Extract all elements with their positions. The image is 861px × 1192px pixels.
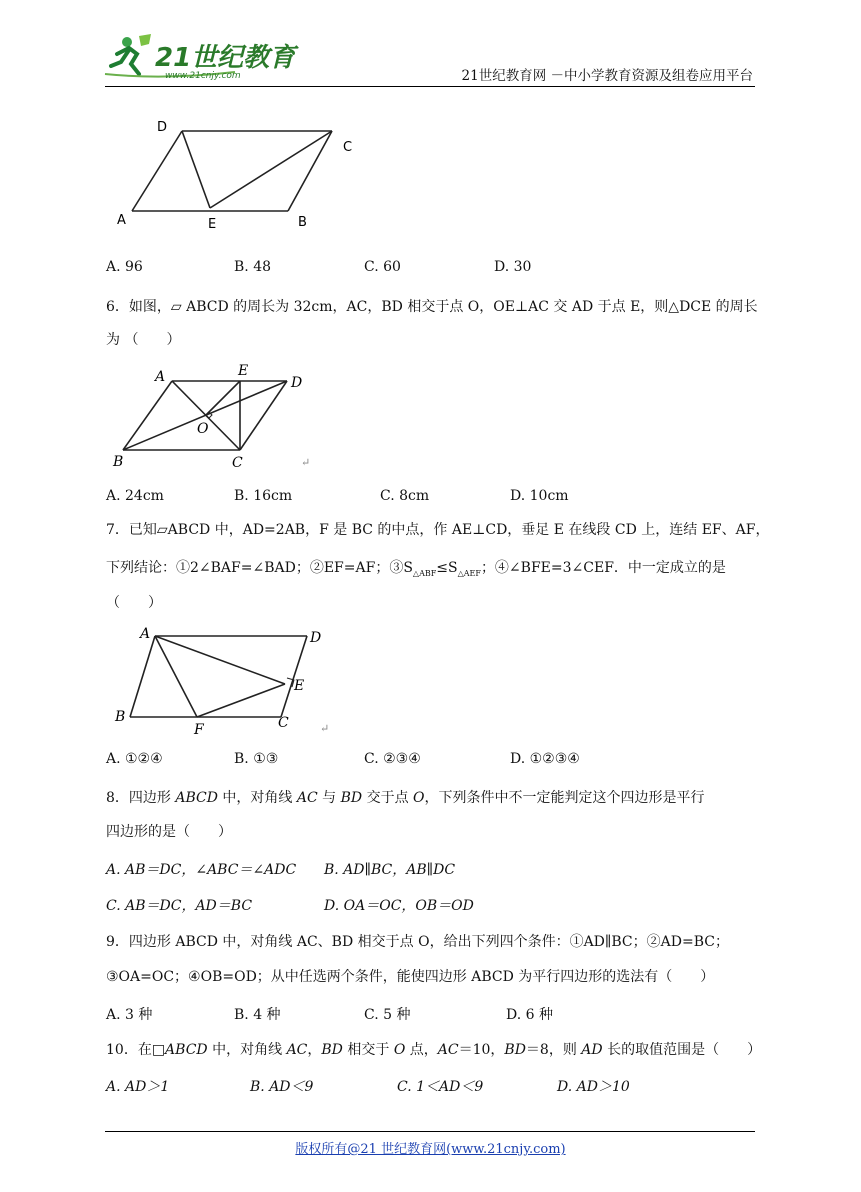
q5-option-b[interactable]: B. 48 xyxy=(234,259,272,275)
q5-option-a[interactable]: A. 96 xyxy=(106,259,143,275)
q10-option-a[interactable]: A. AD＞1 xyxy=(106,1079,170,1095)
q10-stem: 10．在□ABCD 中，对角线 AC，BD 相交于 O 点，AC＝10，BD＝8，则 AD 长的取值范围是（ ） xyxy=(106,1042,762,1058)
q6-stem-line1: 6．如图，▱ ABCD 的周长为 32cm，AC，BD 相交于点 O，OE⊥AC 交 AD 于点 E，则△DCE 的周长 xyxy=(106,299,758,315)
fig5-label-d: D xyxy=(157,120,168,135)
q6-stem-line2: 为 （ ） xyxy=(106,332,181,348)
logo-url: www.21cnjy.com xyxy=(165,71,241,81)
fig5-label-e: E xyxy=(208,217,217,232)
q7-option-a[interactable]: A. ①②④ xyxy=(106,751,163,767)
q7-figure xyxy=(110,622,350,737)
q7-stem-line2: 下列结论：①2∠BAF=∠BAD；②EF=AF；$③S_{\triangle ABF}\le S_{\triangle AEF}$；④∠BFE=3∠CEF．中一定成立的是 xyxy=(106,560,726,578)
q7-option-c[interactable]: C. ②③④ xyxy=(364,751,421,767)
fig7-label-d: D xyxy=(310,630,322,646)
q10-option-b[interactable]: B. AD＜9 xyxy=(250,1079,314,1095)
header-divider xyxy=(105,86,755,87)
q9-stem-line2: ③OA=OC；④OB=OD；从中任选两个条件，能使四边形 ABCD 为平行四边形的选法有（ ） xyxy=(106,969,715,985)
q6-option-b[interactable]: B. 16cm xyxy=(234,488,293,504)
site-logo[interactable] xyxy=(105,30,296,82)
fig7-label-c: C xyxy=(278,715,289,731)
q7-option-d[interactable]: D. ①②③④ xyxy=(510,751,580,767)
q9-option-b[interactable]: B. 4 种 xyxy=(234,1007,281,1023)
q6-option-c[interactable]: C. 8cm xyxy=(380,488,430,504)
q7-option-b[interactable]: B. ①③ xyxy=(234,751,279,767)
fig7-label-f: F xyxy=(194,722,204,738)
q5-option-d[interactable]: D. 30 xyxy=(494,259,532,275)
fig5-label-b: B xyxy=(298,215,307,230)
runner-logo-icon xyxy=(105,30,296,82)
fig5-label-a: A xyxy=(117,213,126,228)
q6-option-a[interactable]: A. 24cm xyxy=(106,488,164,504)
fig6-return-mark: ↵ xyxy=(301,456,311,469)
q10-option-c[interactable]: C. 1＜AD＜9 xyxy=(397,1079,484,1095)
q5-option-c[interactable]: C. 60 xyxy=(364,259,401,275)
fig6-label-e: E xyxy=(238,363,249,379)
q10-option-d[interactable]: D. AD＞10 xyxy=(557,1079,630,1095)
q9-option-d[interactable]: D. 6 种 xyxy=(506,1007,553,1023)
q8-stem-line1: 8．四边形 ABCD 中，对角线 AC 与 BD 交于点 O，下列条件中不一定能判定这个四边形是平行 xyxy=(106,790,705,806)
footer-copyright-link[interactable]: 版权所有@21 世纪教育网(www.21cnjy.com) xyxy=(295,1142,566,1157)
q9-option-a[interactable]: A. 3 种 xyxy=(106,1007,153,1023)
q9-stem-line1: 9．四边形 ABCD 中，对角线 AC、BD 相交于点 O，给出下列四个条件：①AD∥BC；②AD=BC； xyxy=(106,934,729,950)
fig7-return-mark: ↵ xyxy=(320,722,330,735)
q6-figure xyxy=(105,360,325,472)
q9-option-c[interactable]: C. 5 种 xyxy=(364,1007,411,1023)
q8-option-a[interactable]: A. AB＝DC，∠ABC＝∠ADC xyxy=(106,862,297,878)
q8-option-c[interactable]: C. AB＝DC，AD＝BC xyxy=(106,898,253,914)
header-tagline: 21世纪教育网 －中小学教育资源及组卷应用平台 xyxy=(461,68,753,84)
fig7-label-e: E xyxy=(294,678,305,694)
fig7-label-b: B xyxy=(115,709,126,725)
q5-figure xyxy=(110,112,370,237)
fig6-label-c: C xyxy=(232,455,243,471)
q8-stem-line2: 四边形的是（ ） xyxy=(106,824,232,840)
logo-text: 21世纪教育 xyxy=(155,43,296,73)
fig6-label-a: A xyxy=(155,369,166,385)
q8-option-d[interactable]: D. OA＝OC，OB＝OD xyxy=(324,898,474,914)
q6-option-d[interactable]: D. 10cm xyxy=(510,488,569,504)
fig6-label-o: O xyxy=(197,421,209,437)
q7-stem-line1: 7．已知▱ABCD 中，AD=2AB，F 是 BC 的中点，作 AE⊥CD，垂足 E 在线段 CD 上，连结 EF、AF， xyxy=(106,522,770,538)
fig7-label-a: A xyxy=(140,626,151,642)
fig5-label-c: C xyxy=(343,140,353,155)
q8-option-b[interactable]: B. AD∥BC，AB∥DC xyxy=(324,862,456,878)
footer-divider xyxy=(105,1131,755,1132)
q7-stem-line3: （ ） xyxy=(106,595,162,611)
fig6-label-d: D xyxy=(291,375,303,391)
fig6-label-b: B xyxy=(113,454,124,470)
